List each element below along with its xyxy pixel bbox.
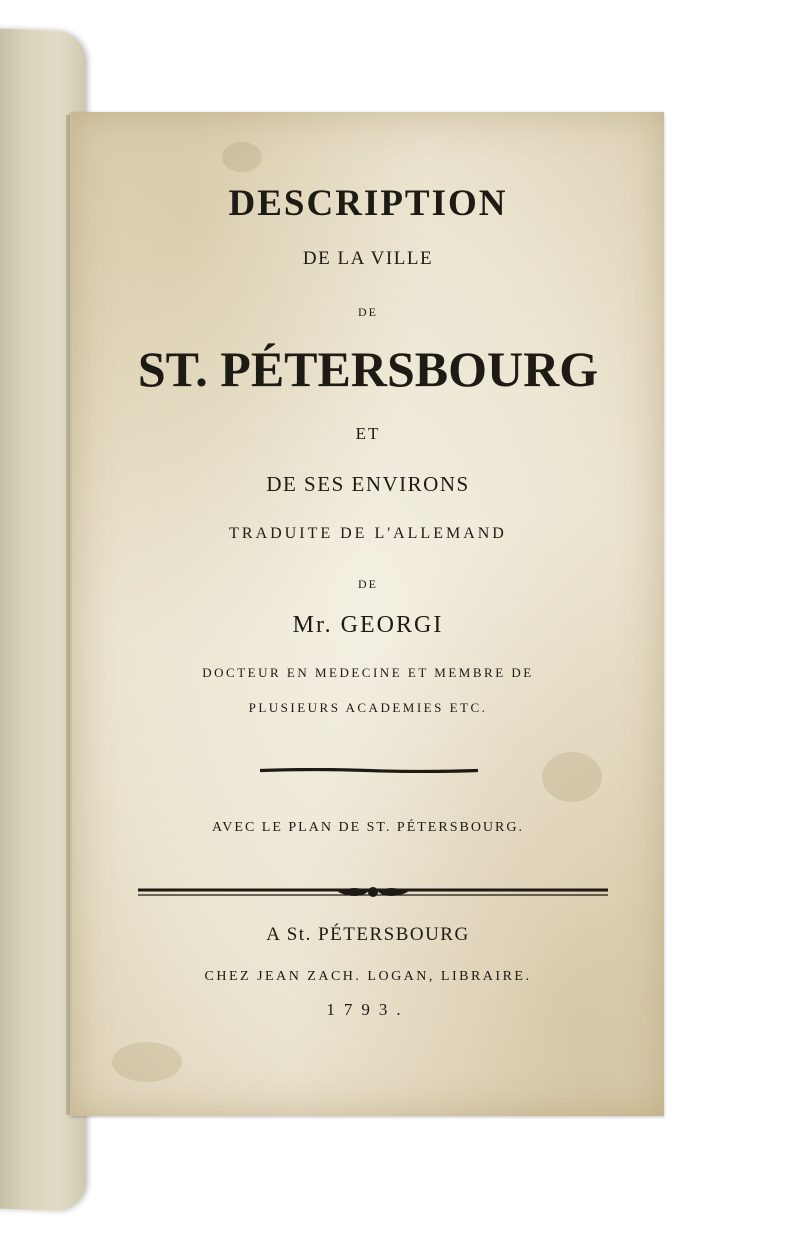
foxing-spot [222,142,262,172]
translation-note: TRADUITE DE L'ALLEMAND [229,525,507,542]
book-title: DESCRIPTION [228,183,508,224]
imprint-place: A St. PÉTERSBOURG [266,924,470,945]
subtitle-ville: DE LA VILLE [302,248,434,269]
author-credentials-1: DOCTEUR EN MEDECINE ET MEMBRE DE [202,665,534,680]
foxing-spot [542,752,602,802]
author-name: Mr. GEORGI [292,612,444,638]
author-de: DE [358,577,378,591]
divider-rule-short [260,768,478,773]
subtitle-environs: DE SES ENVIRONS [266,472,470,496]
plan-note: AVEC LE PLAN DE ST. PÉTERSBOURG. [211,820,524,835]
title-page [70,112,664,1116]
divider-rule-ornamental [138,884,608,900]
foxing-spot [112,1042,182,1082]
subtitle-de: DE [358,305,378,319]
imprint-year: 1793. [326,1000,410,1019]
imprint-printer: CHEZ JEAN ZACH. LOGAN, LIBRAIRE. [204,969,532,984]
subtitle-et: ET [355,424,381,443]
author-credentials-2: PLUSIEURS ACADEMIES ETC. [248,700,488,715]
city-name: ST. PÉTERSBOURG [137,341,599,397]
